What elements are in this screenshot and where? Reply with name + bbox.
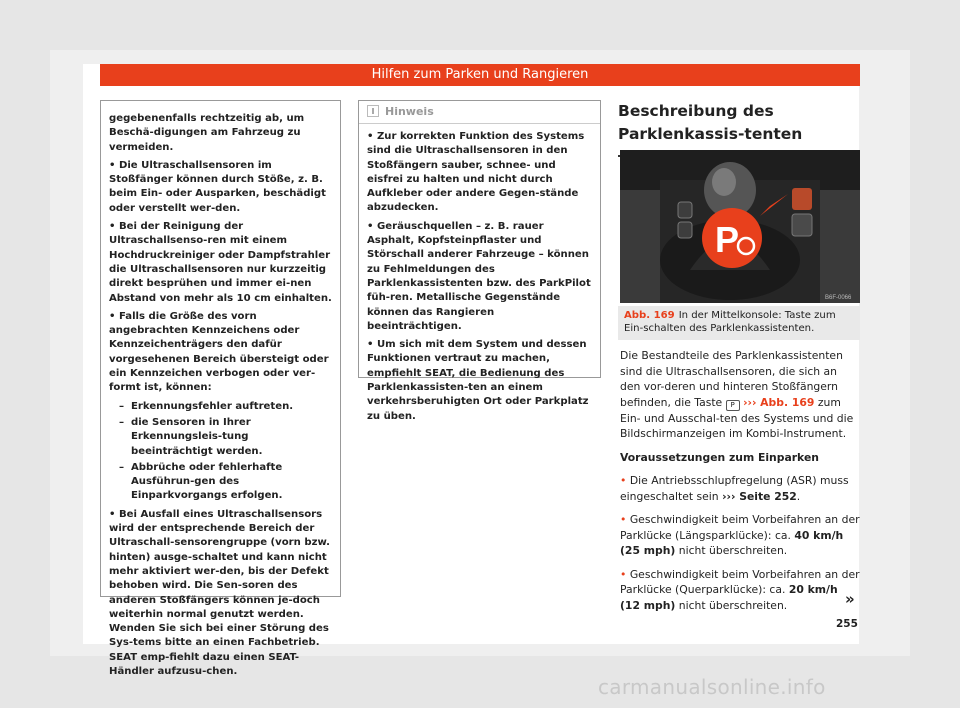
continued-marker: » bbox=[845, 590, 855, 608]
note-box bbox=[358, 100, 601, 422]
sub-list bbox=[109, 400, 332, 504]
figure-reference-link[interactable]: ››› Abb. 169 bbox=[743, 395, 815, 409]
park-p-symbol: P bbox=[715, 219, 740, 260]
gear-knob-highlight bbox=[712, 168, 736, 196]
page-reference-link[interactable]: ››› Seite 252 bbox=[722, 489, 797, 503]
section-header: Hilfen zum Parken und Rangieren bbox=[100, 64, 860, 86]
park-assist-button bbox=[792, 188, 812, 210]
left-button-2 bbox=[678, 222, 692, 238]
bullet-item: • Zur korrekten Funktion des Systems sind die Ultraschallsensoren in den Stoßfängern sauber, schnee- und eisfrei zu halten und nicht durch Aufkleber oder andere Gegen-stände abzudecken. bbox=[367, 131, 585, 214]
sub-list-item: – Erkennungsfehler auftreten. bbox=[119, 400, 332, 414]
bullet-item: • Geschwindigkeit beim Vorbeifahren an der Parklücke (Längsparklücke): ca. 40 km/h (25 mph) nicht überschreiten. bbox=[620, 513, 860, 557]
sub-list-item: – Abbrüche oder fehlerhafte Ausführun-gen des Einparkvorgangs erfolgen. bbox=[119, 461, 332, 504]
figure-label: Abb. 169 bbox=[624, 310, 675, 321]
sub-list-item: – die Sensoren in Ihrer Erkennungsleis-tung beeinträchtigt werden. bbox=[119, 416, 332, 459]
watermark: carmanualsonline.info bbox=[598, 675, 826, 699]
page-number: 255 bbox=[836, 618, 858, 630]
figure-center-console bbox=[620, 150, 860, 303]
bullet-item: • Geschwindigkeit beim Vorbeifahren an der Parklücke (Querparklücke): ca. 20 km/h (12 mph) nicht überschreiten. bbox=[620, 567, 860, 612]
paragraph: gegebenenfalls rechtzeitig ab, um Beschä-digungen am Fahrzeug zu vermeiden. bbox=[109, 113, 305, 153]
bullet-item: • Geräuschquellen – z. B. rauer Asphalt, Kopfsteinpflaster und Störschall anderer Fahrzeuge – können zu Fehlmeldungen des Parklenkassistenten bzw. des ParkPilot füh-ren. Metallische Gegenstände können das Rangieren beeinträchtigen. bbox=[367, 220, 591, 332]
section-heading-block bbox=[618, 100, 860, 157]
subheading: Voraussetzungen zum Einparken bbox=[620, 450, 819, 464]
bullet-item: • Bei der Reinigung der Ultraschallsenso-ren mit einem Hochdruckreiniger oder Dampfstrahler die Ultraschallsensoren nur kurzzeitig direkt besprühen und immer ei-nen Abstand von mehr als 10 cm einhalten. bbox=[109, 221, 332, 304]
section-heading: Beschreibung des Parklenkassis-tenten bbox=[618, 100, 860, 157]
note-header bbox=[359, 101, 600, 124]
info-icon bbox=[367, 105, 379, 117]
park-key-icon: P bbox=[726, 400, 740, 411]
caption-text: In der Mittelkonsole: Taste zum Ein-schalten des Parklenkassistenten. bbox=[624, 310, 836, 334]
figure-code: B6F-0066 bbox=[825, 295, 852, 301]
bullet-item: • Die Ultraschallsensoren im Stoßfänger können durch Stöße, z. B. beim Ein- oder Ausparken, beschädigt oder verstellt wer-den. bbox=[109, 159, 326, 214]
bullet-item: • Die Antriebsschlupfregelung (ASR) muss eingeschaltet sein ››› Seite 252. bbox=[620, 474, 849, 503]
note-title: Hinweis bbox=[385, 105, 434, 118]
right-button-2 bbox=[792, 214, 812, 236]
note-body bbox=[359, 124, 600, 434]
warning-continuation-box bbox=[100, 100, 341, 677]
description-text bbox=[620, 348, 860, 621]
bullet-item: • Um sich mit dem System und dessen Funktionen vertraut zu machen, empfiehlt SEAT, die Bedienung des Parklenkassisten-ten an einem verkehrsberuhigten Ort oder Parkplatz zu üben. bbox=[367, 339, 589, 422]
bullet-item: • Falls die Größe des vorn angebrachten Kennzeichens oder Kennzeichenträgers den dafür vorgesehenen Bereich übersteigt oder ein Kennzeichen verbogen oder ver-formt ist, können: bbox=[109, 310, 329, 394]
figure-caption bbox=[618, 306, 860, 340]
paragraph: Die Bestandteile des Parklenkassistenten sind die Ultraschallsensoren, die sich an den vor-deren und hinteren Stoßfängern befinden, die Taste P ››› Abb. 169 zum Ein- und Ausschal-ten des Systems und die Bildschirmanzeigen im Kombi-Instrument. bbox=[620, 349, 854, 440]
left-button-1 bbox=[678, 202, 692, 218]
bullet-item: • Bei Ausfall eines Ultraschallsensors wird der entsprechende Bereich der Ultraschall-sensorengruppe (vorn bzw. hinten) ausge-schaltet und kann nicht mehr aktiviert wer-den, bis der Defekt behoben wird. Die Sen-soren des anderen Stoßfängers können je-doch weiterhin normal genutzt werden. Wenden Sie sich bei einer Störung des Sys-tems bitte an einen Fachbetrieb. SEAT emp-fiehlt dazu einen SEAT-Händler aufzusu-chen. bbox=[109, 508, 330, 677]
